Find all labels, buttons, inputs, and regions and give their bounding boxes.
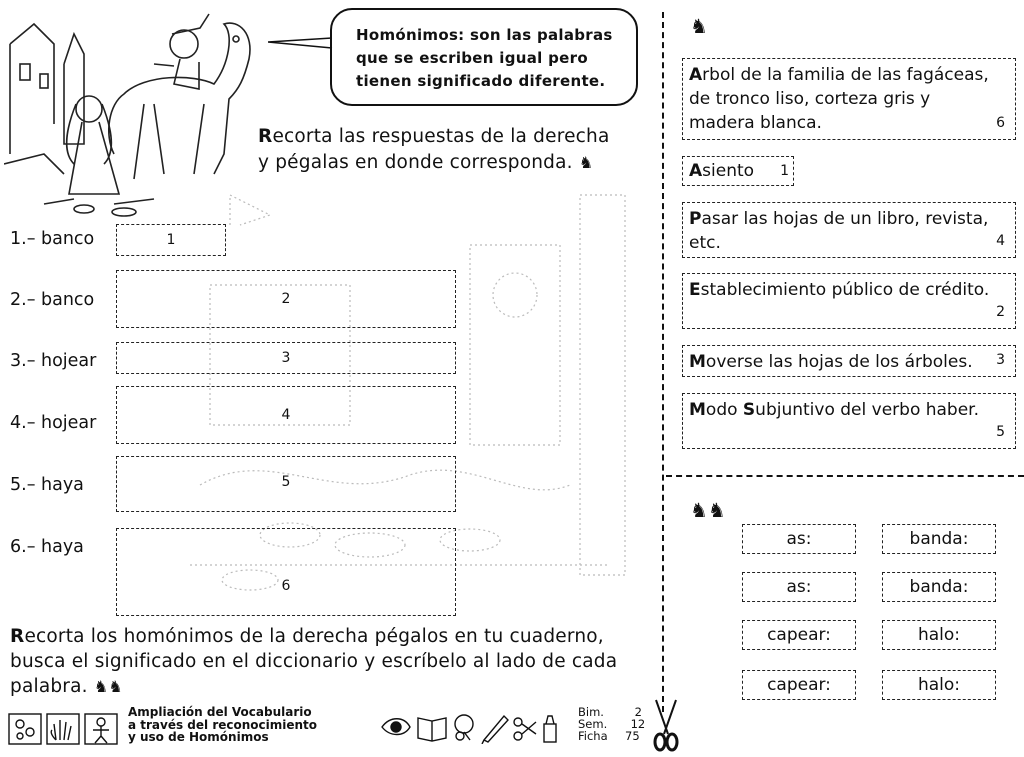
activity-icons	[380, 710, 570, 748]
instruction-text: y pégalas en donde corresponda.	[258, 152, 573, 173]
answer-number: 5	[281, 474, 291, 490]
definition-card[interactable]	[682, 156, 794, 186]
definition-card[interactable]	[682, 58, 1016, 140]
bim-label: Bim.	[578, 705, 604, 719]
thinking-icon	[455, 715, 473, 740]
homonym-word: capear:	[767, 675, 831, 695]
answer-box-6[interactable]	[116, 528, 456, 616]
answer-number: 2	[281, 291, 291, 307]
homonym-card[interactable]	[882, 524, 996, 554]
footer-line: Ampliación del Vocabulario	[128, 705, 312, 719]
answer-number: 1	[166, 232, 176, 248]
bim-value: 2	[634, 705, 642, 719]
homonym-card[interactable]	[882, 620, 996, 650]
definition-number: 3	[996, 352, 1005, 368]
initial-letter: R	[10, 626, 25, 647]
definition-bubble	[330, 8, 638, 106]
bubble-tail	[268, 36, 334, 52]
definition-number: 6	[996, 115, 1005, 131]
definition-card[interactable]	[682, 393, 1016, 449]
ficha-value: 75	[625, 729, 640, 743]
definition-text: rbol de la familia de las fagáceas, de tronco liso, corteza gris y madera blanca.	[689, 65, 989, 133]
mascot-icon: ♞♞	[93, 677, 123, 696]
bubble-line: Homónimos: son las palabras	[356, 26, 613, 44]
homonym-word: banda:	[909, 577, 969, 597]
instruction-text: ecorta las respuestas de la derecha	[272, 126, 610, 147]
exercise-label: 6.– haya	[10, 537, 84, 557]
answer-box-5[interactable]	[116, 456, 456, 512]
instruction-text: ecorta los homónimos de la derecha pégalos en tu cuaderno,	[24, 626, 604, 647]
answer-number: 3	[281, 350, 291, 366]
initial-letter: M	[689, 352, 706, 372]
instruction-text: palabra.	[10, 676, 88, 697]
homonym-word: banda:	[909, 529, 969, 549]
initial-letter: A	[689, 65, 703, 85]
bubble-line: tienen significado diferente.	[356, 72, 606, 90]
exercise-label: 1.– banco	[10, 229, 95, 249]
answer-number: 6	[281, 578, 291, 594]
sem-label: Sem.	[578, 717, 608, 731]
worksheet-meta	[578, 706, 645, 742]
exercise-label: 4.– hojear	[10, 413, 97, 433]
footer-icon-group	[8, 712, 120, 750]
mascot-icon: ♞	[578, 153, 594, 172]
homonym-card[interactable]	[882, 572, 996, 602]
initial-letter: P	[689, 209, 702, 229]
definition-text: overse las hojas de los árboles.	[705, 352, 973, 372]
instruction-text: busca el significado en el diccionario y escríbelo al lado de cada	[10, 651, 618, 672]
definition-text: siento	[702, 161, 755, 181]
homonym-card[interactable]	[742, 572, 856, 602]
eye-icon	[382, 719, 410, 735]
bubble-line: que se escriben igual pero	[356, 49, 588, 67]
definition-text: stablecimiento público de crédito.	[700, 280, 990, 300]
definition-text: ubjuntivo del verbo haber.	[755, 400, 980, 420]
homonym-card[interactable]	[882, 670, 996, 700]
definition-text: odo	[705, 400, 743, 420]
footer-title	[128, 706, 317, 744]
instruction-cut-paste	[258, 124, 658, 176]
sem-value: 12	[630, 717, 646, 731]
mascot-icon: ♞	[690, 14, 708, 38]
homonym-word: as:	[786, 529, 812, 549]
cut-line-vertical	[662, 12, 664, 712]
definition-number: 4	[996, 233, 1005, 249]
initial-letter: S	[742, 400, 756, 420]
definition-card[interactable]	[682, 345, 1016, 377]
footer-line: a través del reconocimiento	[128, 717, 318, 732]
definition-card[interactable]	[682, 202, 1016, 258]
mascot-icon: ♞♞	[690, 498, 726, 522]
definition-text: asar las hojas de un libro, revista, etc.	[689, 209, 989, 253]
initial-letter: A	[689, 161, 703, 181]
exercise-label: 2.– banco	[10, 290, 95, 310]
initial-letter: M	[689, 400, 706, 420]
ficha-label: Ficha	[578, 729, 608, 743]
homonym-card[interactable]	[742, 524, 856, 554]
answer-box-1[interactable]	[116, 224, 226, 256]
definition-number: 2	[996, 304, 1005, 320]
pencil-icon	[482, 716, 508, 744]
footer-line: y uso de Homónimos	[128, 730, 269, 744]
homonym-word: halo:	[917, 625, 961, 645]
book-icon	[418, 718, 446, 741]
scissors-icon	[650, 698, 682, 754]
exercise-label: 5.– haya	[10, 475, 84, 495]
homonym-word: capear:	[767, 625, 831, 645]
homonym-card[interactable]	[742, 670, 856, 700]
homonym-word: halo:	[917, 675, 961, 695]
exercise-label: 3.– hojear	[10, 351, 97, 371]
glue-icon	[544, 716, 556, 742]
initial-letter: R	[258, 126, 273, 147]
answer-number: 4	[281, 407, 291, 423]
definition-number: 5	[996, 424, 1005, 440]
answer-box-4[interactable]	[116, 386, 456, 444]
homonym-word: as:	[786, 577, 812, 597]
answer-box-3[interactable]	[116, 342, 456, 374]
scissors-icon	[514, 718, 536, 740]
instruction-homonyms	[10, 624, 670, 699]
definition-number: 1	[780, 163, 789, 179]
homonym-card[interactable]	[742, 620, 856, 650]
initial-letter: E	[689, 280, 701, 300]
skills-icons	[8, 712, 120, 746]
cut-line-horizontal	[666, 475, 1024, 477]
definition-card[interactable]	[682, 273, 1016, 329]
answer-box-2[interactable]	[116, 270, 456, 328]
